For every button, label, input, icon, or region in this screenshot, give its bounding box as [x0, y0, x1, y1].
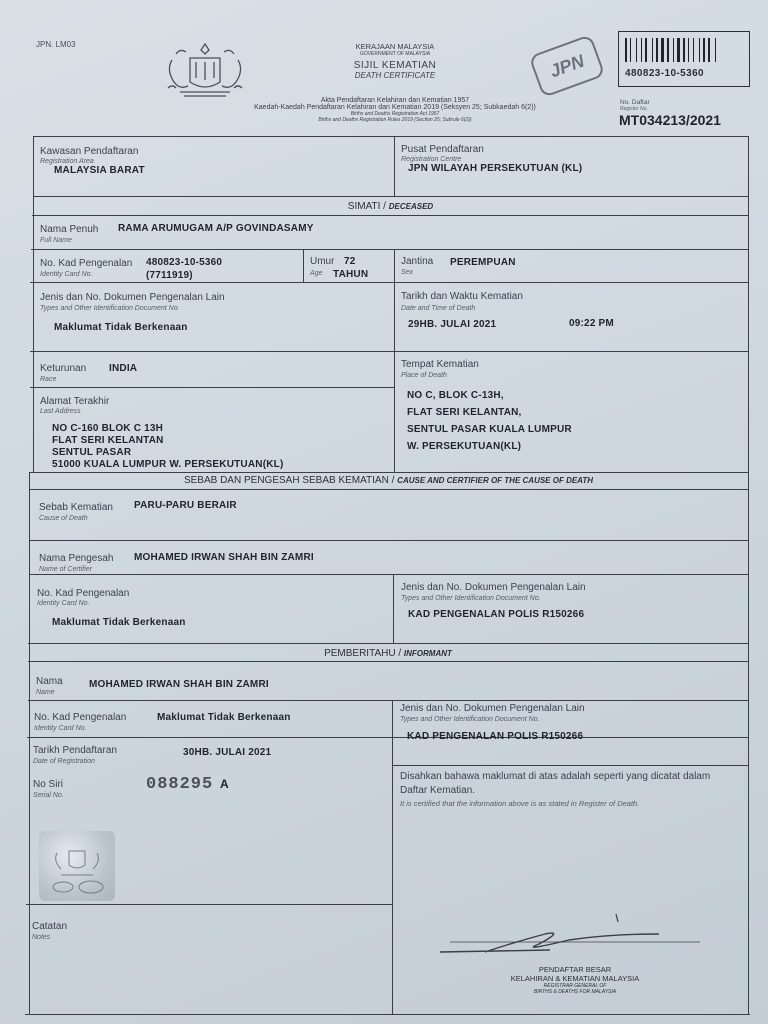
section-informant: [28, 648, 748, 659]
barcode-bar: [652, 38, 653, 62]
registrar-en-1: REGISTRAR GENERAL OF: [543, 983, 607, 989]
race-label-en: Race: [40, 376, 57, 383]
other-doc-label: Jenis dan No. Dokumen Pengenalan Lain: [40, 292, 225, 303]
barcode-number: 480823-10-5360: [625, 68, 704, 79]
informant-name-label-en: Name: [36, 689, 55, 696]
full-name-label-en: Full Name: [40, 237, 72, 244]
serial-suffix: A: [220, 777, 229, 791]
certifier-ic-label: No. Kad Pengenalan: [37, 588, 130, 599]
serial-label-en: Serial No.: [33, 792, 64, 799]
act-line-2: Kaedah-Kaedah Pendaftaran Kelahiran dan Kematian 2019 (Seksyen 25; Subkaedah 6(2)): [254, 104, 536, 111]
certifier-ic-value: Maklumat Tidak Berkenaan: [52, 617, 186, 628]
register-label: No. Daftar: [620, 99, 650, 106]
doc-code: JPN. LM03: [36, 40, 76, 49]
last-address-label: Alamat Terakhir: [40, 396, 110, 407]
barcode-icon: [625, 38, 741, 62]
registration-centre-value: JPN WILAYAH PERSEKUTUAN (KL): [408, 163, 583, 174]
place-line: FLAT SERI KELANTAN,: [407, 407, 522, 418]
age-label: Umur: [310, 256, 335, 267]
informant-ic-value: Maklumat Tidak Berkenaan: [157, 712, 291, 723]
notes-label-en: Notes: [32, 934, 51, 941]
certifier-label-en: Name of Certifier: [39, 566, 92, 573]
other-doc-value: Maklumat Tidak Berkenaan: [54, 322, 188, 333]
registrar-subtitle: KELAHIRAN & KEMATIAN MALAYSIA: [510, 974, 640, 983]
barcode-box: [618, 31, 750, 87]
barcode-bar: [688, 38, 689, 62]
informant-doc-label-en: Types and Other Identification Document No.: [400, 716, 540, 723]
sex-value: PEREMPUAN: [450, 257, 516, 268]
place-line: SENTUL PASAR KUALA LUMPUR: [407, 424, 572, 435]
full-name-label: Nama Penuh: [40, 224, 99, 235]
address-line: 51000 KUALA LUMPUR W. PERSEKUTUAN(KL): [52, 459, 284, 470]
jpn-logo-text: JPN: [546, 50, 587, 81]
ic-old-value: (7711919): [146, 270, 193, 281]
barcode-bar: [693, 38, 694, 62]
registration-area-value: MALAYSIA BARAT: [54, 165, 145, 176]
section-deceased: [33, 201, 748, 212]
registrar-title: PENDAFTAR BESAR: [538, 965, 612, 974]
informant-ic-label-en: Identity Card No.: [34, 725, 87, 732]
address-line: NO C-160 BLOK C 13H: [52, 423, 164, 434]
address-line: FLAT SERI KELANTAN: [52, 435, 164, 446]
place-of-death-value: [407, 387, 572, 455]
age-value: 72: [344, 256, 356, 267]
place-line: W. PERSEKUTUAN(KL): [407, 441, 522, 452]
ic-label-en: Identity Card No.: [40, 271, 93, 278]
age-label-en: Age: [310, 270, 323, 277]
address-line: SENTUL PASAR: [52, 447, 132, 458]
gov-name: KERAJAAN MALAYSIA: [355, 42, 435, 51]
place-line: NO C, BLOK C-13H,: [407, 390, 504, 401]
reg-date-label: Tarikh Pendaftaran: [33, 745, 117, 756]
last-address-value: [52, 423, 284, 471]
certification-text: Disahkan bahawa maklumat di atas adalah seperti yang dicatat dalam Daftar Kematian.: [400, 771, 711, 796]
barcode-bar: [677, 38, 680, 62]
registration-centre-label: Pusat Pendaftaran: [401, 144, 484, 155]
informant-name-label: Nama: [36, 676, 63, 687]
barcode-bar: [703, 38, 705, 62]
signature-icon: [430, 910, 720, 960]
informant-name-value: MOHAMED IRWAN SHAH BIN ZAMRI: [89, 679, 269, 690]
reg-date-value: 30HB. JULAI 2021: [183, 747, 272, 758]
barcode-bar: [630, 38, 631, 62]
registrar-en-2: BIRTHS & DEATHS FOR MALAYSIA: [533, 989, 617, 995]
barcode-bar: [673, 38, 674, 62]
age-unit: TAHUN: [333, 269, 369, 280]
other-doc-label-en: Types and Other Identification Document No.: [40, 305, 180, 312]
certifier-label: Nama Pengesah: [39, 553, 114, 564]
certifier-value: MOHAMED IRWAN SHAH BIN ZAMRI: [134, 552, 314, 563]
race-value: INDIA: [109, 363, 138, 374]
registration-area-label: Kawasan Pendaftaran: [40, 146, 139, 157]
cause-value: PARU-PARU BERAIR: [134, 500, 237, 511]
certification-text-en: It is certified that the information above is as stated in Register of Death.: [400, 799, 640, 808]
full-name-value: RAMA ARUMUGAM A/P GOVINDASAMY: [118, 223, 314, 234]
last-address-label-en: Last Address: [40, 408, 81, 415]
sex-label: Jantina: [401, 256, 434, 267]
barcode-bar: [656, 38, 658, 62]
notes-label: Catatan: [32, 921, 68, 932]
title-ms: SIJIL KEMATIAN: [353, 60, 437, 71]
death-time: 09:22 PM: [569, 318, 614, 329]
jpn-logo: [528, 34, 605, 98]
cause-label: Sebab Kematian: [39, 502, 113, 513]
informant-doc-label: Jenis dan No. Dokumen Pengenalan Lain: [400, 703, 585, 714]
register-label-en: Register No.: [620, 106, 648, 112]
act-line-1: Akta Pendaftaran Kelahiran dan Kematian 1957: [320, 97, 470, 104]
reg-date-label-en: Date of Registration: [33, 758, 95, 765]
barcode-bar: [667, 38, 669, 62]
section-cause-en: CAUSE AND CERTIFIER OF THE CAUSE OF DEATH: [397, 476, 594, 485]
hologram-crest-icon: [39, 831, 115, 901]
gov-name-en: GOVERNMENT OF MALAYSIA: [359, 51, 431, 57]
certifier-doc-label: Jenis dan No. Dokumen Pengenalan Lain: [401, 582, 586, 593]
barcode-bar: [715, 38, 716, 62]
informant-doc-value: KAD PENGENALAN POLIS R150266: [407, 731, 584, 742]
cause-label-en: Cause of Death: [39, 515, 88, 522]
ic-label: No. Kad Pengenalan: [40, 258, 133, 269]
section-cause-ms: SEBAB DAN PENGESAH SEBAB KEMATIAN /: [183, 475, 395, 486]
barcode-bar: [645, 38, 647, 62]
barcode-bar: [641, 38, 642, 62]
certifier-ic-label-en: Identity Card No.: [37, 600, 90, 607]
place-of-death-label-en: Place of Death: [401, 372, 447, 379]
section-informant-en: INFORMANT: [403, 649, 452, 658]
certifier-doc-label-en: Types and Other Identification Document No.: [401, 595, 541, 602]
ic-value: 480823-10-5360: [146, 257, 223, 268]
serial-value: 088295: [146, 775, 214, 794]
sex-label-en: Sex: [401, 269, 414, 276]
registration-area-label-en: Registration Area: [40, 158, 94, 165]
barcode-bar: [625, 38, 627, 62]
barcode-bar: [699, 38, 700, 62]
registration-centre-label-en: Registration Centre: [401, 156, 462, 163]
section-informant-ms: PEMBERITAHU /: [324, 648, 402, 659]
barcode-bar: [661, 38, 664, 62]
act-line-4: Births and Deaths Registration Rules 2019 (Section 25; Subrule 6(2)): [318, 117, 472, 123]
barcode-bar: [636, 38, 637, 62]
section-deceased-en: DECEASED: [388, 202, 434, 211]
section-deceased-ms: SIMATI /: [347, 201, 386, 212]
coat-of-arms-icon: [162, 40, 248, 102]
death-datetime-label: Tarikh dan Waktu Kematian: [401, 291, 523, 302]
death-datetime-label-en: Date and Time of Death: [401, 305, 476, 312]
informant-ic-label: No. Kad Pengenalan: [34, 712, 127, 723]
place-of-death-label: Tempat Kematian: [401, 359, 479, 370]
hologram-seal: [39, 831, 115, 901]
certifier-doc-value: KAD PENGENALAN POLIS R150266: [408, 609, 585, 620]
barcode-bar: [708, 38, 710, 62]
title-en: DEATH CERTIFICATE: [354, 71, 436, 80]
barcode-bar: [683, 38, 685, 62]
register-number: MT034213/2021: [619, 112, 721, 128]
race-label: Keturunan: [40, 363, 87, 374]
act-line-3: Births and Deaths Registration Act 1957: [350, 111, 440, 117]
serial-label: No Siri: [33, 779, 64, 790]
section-cause: [29, 475, 748, 486]
death-date: 29HB. JULAI 2021: [408, 319, 497, 330]
